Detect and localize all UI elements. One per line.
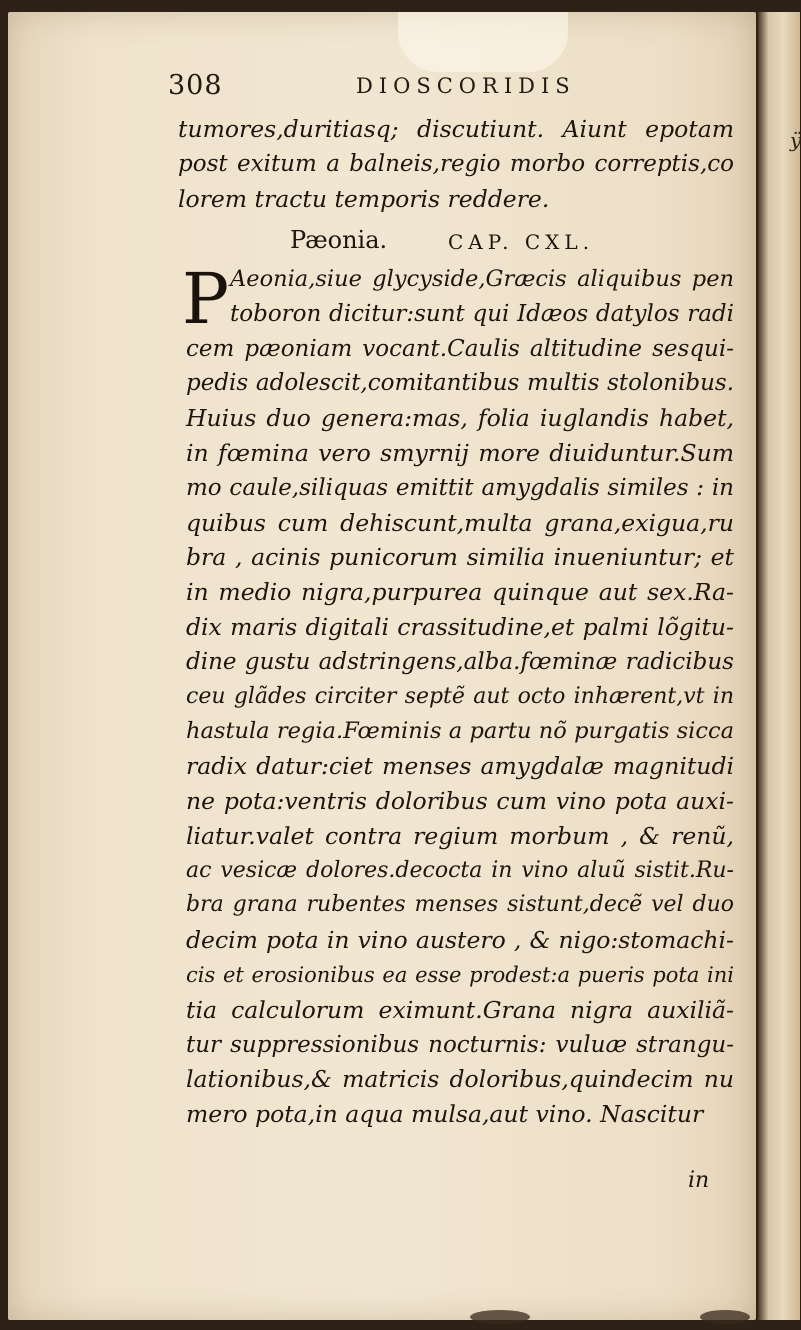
- chapter-name: Pæonia.: [290, 226, 388, 254]
- text-line: hastula regia.Fœminis a partu nõ purgatis sicca: [186, 718, 734, 745]
- text-line: Huius duo genera:mas, folia iuglandis habet,: [186, 404, 734, 433]
- page-header: [168, 70, 638, 106]
- text-line: ne pota:ventris doloribus cum vino pota auxi-: [186, 786, 734, 815]
- edge-mark: ÿ: [790, 128, 801, 152]
- text-line: cis et erosionibus ea esse prodest:a pueris pota ini: [186, 962, 734, 987]
- text-line: toboron dicitur:sunt qui Idæos datylos radi: [230, 300, 734, 327]
- catchword: in: [688, 1168, 710, 1193]
- paper-stain: [470, 1310, 530, 1324]
- top-paragraph: [178, 112, 734, 216]
- text-line: tur suppressionibus nocturnis: vuluæ strangu-: [186, 1031, 734, 1058]
- text-line: mero pota,in aqua mulsa,aut vino. Nascitur: [186, 1100, 704, 1129]
- text-line: bra grana rubentes menses sistunt,decẽ vel duo: [186, 892, 734, 918]
- text-line: radix datur:ciet menses amygdalæ magnitudi: [186, 752, 734, 781]
- text-line: Aeonia,siue glycyside,Græcis aliquibus pen: [230, 266, 734, 292]
- drop-initial: P: [182, 258, 230, 340]
- text-line: in medio nigra,purpurea quinque aut sex.Ra-: [186, 578, 734, 607]
- chapter-heading: [178, 222, 734, 262]
- text-line: ceu glãdes circiter septẽ aut octo inhærent,vt in: [186, 683, 734, 709]
- text-line: cem pæoniam vocant.Caulis altitudine sesqui-: [186, 335, 734, 362]
- text-line: dix maris digitali crassitudine,et palmi lõgitu-: [186, 612, 734, 641]
- text-line: post exitum a balneis,regio morbo correptis,co: [178, 150, 734, 177]
- chapter-body: [182, 258, 734, 1132]
- text-line: tia calculorum eximunt.Grana nigra auxiliã-: [186, 995, 734, 1024]
- text-line: decim pota in vino austero , & nigo:stomachi-: [186, 926, 734, 955]
- text-line: quibus cum dehiscunt,multa grana,exigua,ru: [186, 508, 734, 537]
- text-line: ac vesicæ dolores.decocta in vino aluũ sistit.Ru-: [186, 857, 734, 883]
- paper-stain: [700, 1310, 750, 1324]
- text-line: in fœmina vero smyrnij more diuiduntur.Sum: [186, 438, 734, 467]
- text-line: pedis adolescit,comitantibus multis stolonibus.: [186, 370, 734, 397]
- text-line: dine gustu adstringens,alba.fœminæ radicibus: [186, 648, 734, 675]
- text-line: tumores,duritiasq; discutiunt. Aiunt epotam: [178, 115, 734, 143]
- text-line: bra , acinis punicorum similia inueniuntur; et: [186, 543, 734, 572]
- text-line: mo caule,siliquas emittit amygdalis similes : in: [186, 474, 734, 501]
- text-line: lationibus,& matricis doloribus,quindecim nu: [186, 1065, 734, 1094]
- chapter-number: CAP. CXL.: [448, 230, 595, 254]
- next-page-edge: [758, 12, 800, 1320]
- page-number: 308: [168, 70, 223, 101]
- text-line: liatur.valet contra regium morbum , & renũ,: [186, 821, 734, 850]
- running-head: DIOSCORIDIS: [356, 74, 576, 98]
- text-line: lorem tractu temporis reddere.: [178, 184, 550, 213]
